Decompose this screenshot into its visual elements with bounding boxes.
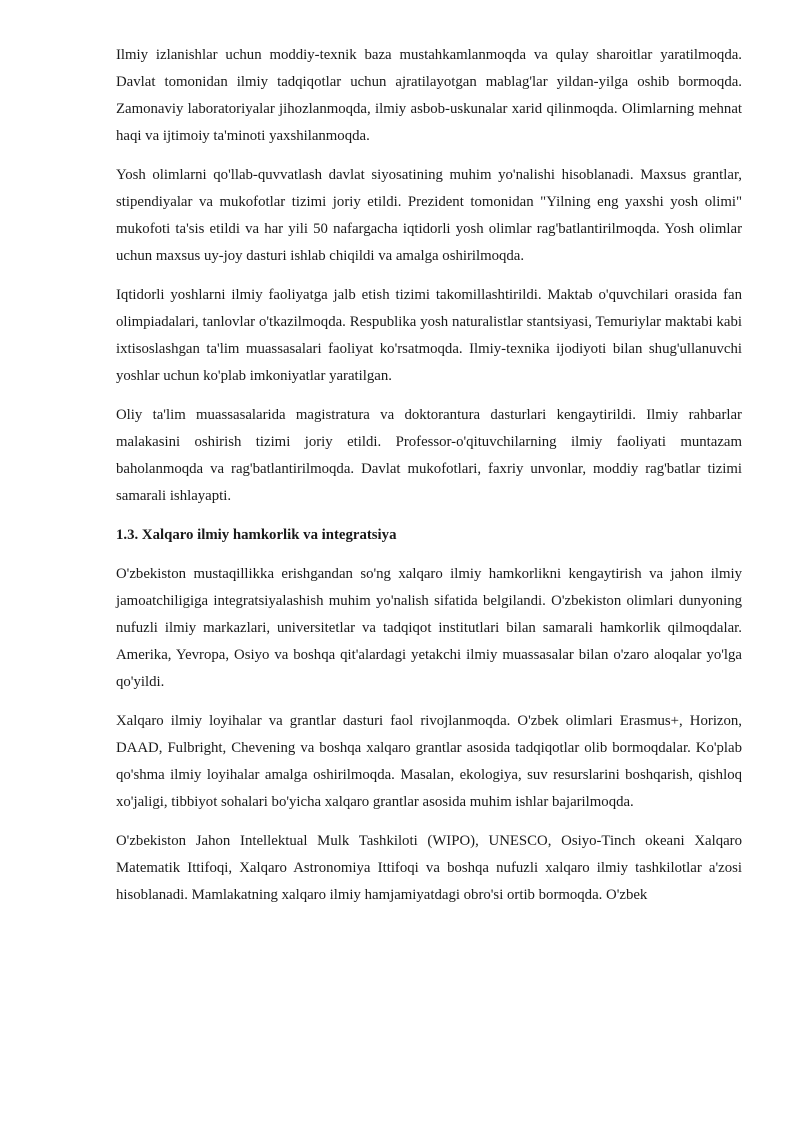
section-heading: 1.3. Xalqaro ilmiy hamkorlik va integratsiya: [116, 527, 397, 543]
paragraph-international-grants: Xalqaro ilmiy loyihalar va grantlar dasturi faol rivojlanmoqda. O'zbek olimlari Erasmus+, Horizon, DAAD, Fulbright, Chevening va boshqa xalqaro grantlar asosida tadqiqotlar olib bormoqdalar. Ko'plab qo'shma ilmiy loyihalar amalga oshirilmoqda. Masalan, ekologiya, suv resurslarini boshqarish, qishloq xo'jaligi, tibbiyot sohalari bo'yicha xalqaro grantlar asosida muhim ishlar bajarilmoqda.: [116, 713, 742, 810]
document-page: [116, 42, 742, 921]
paragraph-young-scientists: Yosh olimlarni qo'llab-quvvatlash davlat siyosatining muhim yo'nalishi hisoblanadi. Maxsus grantlar, stipendiyalar va mukofotlar tizimi joriy etildi. Prezident tomonidan "Yilning eng yaxshi yosh olimi" mukofoti ta'sis etildi va har yili 50 nafargacha iqtidorli yosh olimlar rag'batlantirilmoqda. Yosh olimlar uchun maxsus uy-joy dasturi ishlab chiqildi va amalga oshirilmoqda.: [116, 167, 742, 264]
paragraph-higher-education: Oliy ta'lim muassasalarida magistratura va doktorantura dasturlari kengaytirildi. Ilmiy rahbarlar malakasini oshirish tizimi joriy etildi. Professor-o'qituvchilarning ilmiy faoliyati muntazam baholanmoqda va rag'batlantirilmoqda. Davlat mukofotlari, faxriy unvonlar, moddiy rag'batlar tizimi samarali ishlayapti.: [116, 407, 742, 504]
paragraph-international-cooperation: O'zbekiston mustaqillikka erishgandan so'ng xalqaro ilmiy hamkorlikni kengaytirish va jahon ilmiy jamoatchiligiga integratsiyalashish muhim yo'nalish sifatida belgilandi. O'zbekiston olimlari dunyoning nufuzli ilmiy markazlari, universitetlar va tadqiqot institutlari bilan samarali hamkorlik qilmoqdalar. Amerika, Yevropa, Osiyo va boshqa qit'alardagi yetakchi ilmiy muassasalar bilan o'zaro aloqalar yo'lga qo'yildi.: [116, 566, 742, 690]
paragraph-talented-youth: Iqtidorli yoshlarni ilmiy faoliyatga jalb etish tizimi takomillashtirildi. Maktab o'quvchilari orasida fan olimpiadalari, tanlovlar o'tkazilmoqda. Respublika yosh naturalistlar stantsiyasi, Temuriylar maktabi kabi ixtisoslashgan ta'lim muassasalari faoliyat ko'rsatmoqda. Ilmiy-texnika ijodiyoti bilan shug'ullanuvchi yoshlar uchun ko'plab imkoniyatlar yaratilgan.: [116, 287, 742, 384]
paragraph-international-organizations: O'zbekiston Jahon Intellektual Mulk Tashkiloti (WIPO), UNESCO, Osiyo-Tinch okeani Xalqaro Matematik Ittifoqi, Xalqaro Astronomiya Ittifoqi va boshqa nufuzli xalqaro ilmiy tashkilotlar a'zosi hisoblanadi. Mamlakatning xalqaro ilmiy hamjamiyatdagi obro'si ortib bormoqda. O'zbek: [116, 833, 742, 903]
paragraph-material-base: Ilmiy izlanishlar uchun moddiy-texnik baza mustahkamlanmoqda va qulay sharoitlar yaratilmoqda. Davlat tomonidan ilmiy tadqiqotlar uchun ajratilayotgan mablag'lar yildan-yilga oshib bormoqda. Zamonaviy laboratoriyalar jihozlanmoqda, ilmiy asbob-uskunalar xarid qilinmoqda. Olimlarning mehnat haqi va ijtimoiy ta'minoti yaxshilanmoqda.: [116, 47, 742, 144]
